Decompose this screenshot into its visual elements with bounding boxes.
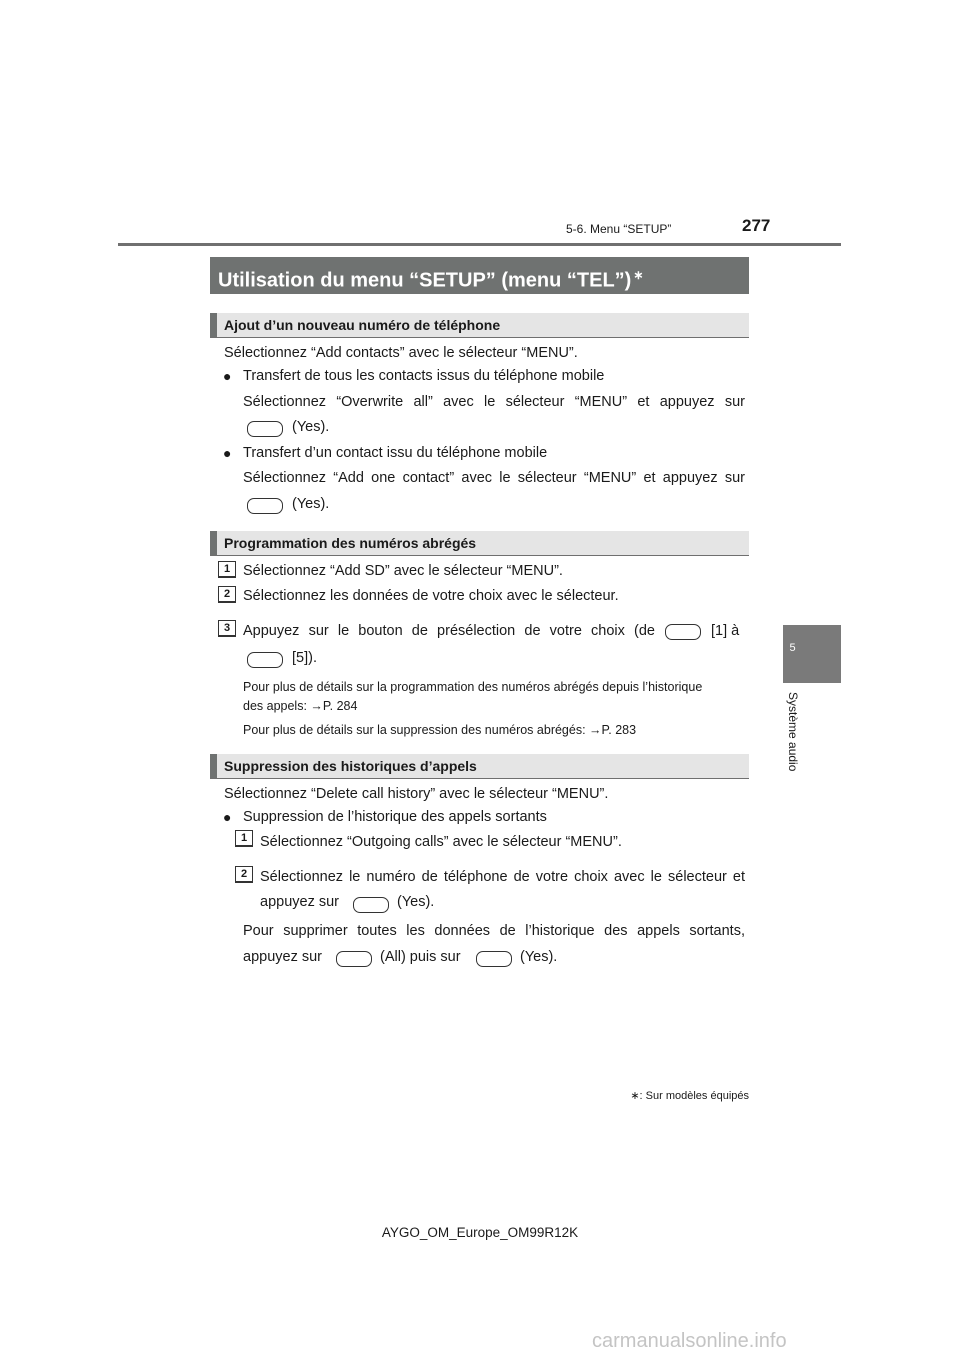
ok-button-icon xyxy=(353,897,389,913)
del-step1: Sélectionnez “Outgoing calls” avec le sélecteur “MENU”. xyxy=(260,834,622,850)
chapter-number: 5 xyxy=(789,642,796,654)
step-number-3: 3 xyxy=(218,620,236,636)
asterisk-mark: ∗ xyxy=(633,268,644,282)
heading-bar xyxy=(210,313,217,337)
header-section: 5-6. Menu “SETUP” xyxy=(566,222,672,236)
bullet-icon: ● xyxy=(223,809,232,825)
del-all-line1: Pour supprimer toutes les données de l’historique des appels sortants, xyxy=(243,923,745,939)
del-all-c: (Yes). xyxy=(520,949,558,965)
del-all-a: appuyez sur xyxy=(243,949,322,965)
del-all-b: (All) puis sur xyxy=(380,949,461,965)
all-button-icon xyxy=(336,951,372,967)
add-bullet1-line2: (Yes). xyxy=(292,419,330,435)
step-underline xyxy=(218,636,236,637)
heading-bar xyxy=(210,531,217,555)
step-underline xyxy=(235,882,253,883)
ok-button-icon xyxy=(247,421,283,437)
del-intro: Sélectionnez “Delete call history” avec le sélecteur “MENU”. xyxy=(224,786,609,802)
ok-button-icon xyxy=(476,951,512,967)
document-footer: AYGO_OM_Europe_OM99R12K xyxy=(381,1225,579,1240)
step-underline xyxy=(218,602,236,603)
section-heading-add xyxy=(210,313,749,338)
ok-button-icon xyxy=(247,498,283,514)
del-step2-b: (Yes). xyxy=(397,894,435,910)
step-number-1: 1 xyxy=(218,561,236,577)
speed-note2: Pour plus de détails sur la suppression des numéros abrégés: →P. 283 xyxy=(243,723,637,737)
heading-bar xyxy=(210,754,217,778)
section-heading-speed-dial xyxy=(210,531,749,556)
del-bullet1-title: Suppression de l’historique des appels sortants xyxy=(243,809,547,825)
watermark: carmanualsonline.info xyxy=(592,1330,787,1352)
main-title xyxy=(210,257,749,294)
bullet-icon: ● xyxy=(223,445,232,461)
section-heading-delete xyxy=(210,754,749,779)
add-bullet2-title: Transfert d’un contact issu du téléphone mobile xyxy=(243,445,548,461)
chapter-tab xyxy=(783,625,841,683)
speed-step3-b: [1] à xyxy=(711,623,740,639)
del-step2-line1: Sélectionnez le numéro de téléphone de votre choix avec le sélecteur et xyxy=(260,869,745,885)
speed-note1-b: des appels: →P. 284 xyxy=(243,699,358,713)
add-bullet2-line2: (Yes). xyxy=(292,496,330,512)
del-step2-a: appuyez sur xyxy=(260,894,339,910)
speed-step3-c: [5]). xyxy=(292,650,317,666)
header-rule xyxy=(118,243,841,246)
page-number: 277 xyxy=(742,216,771,235)
step-number-2: 2 xyxy=(235,866,253,882)
footnote xyxy=(610,1089,749,1102)
add-intro: Sélectionnez “Add contacts” avec le sélecteur “MENU”. xyxy=(224,345,578,361)
step-number-1: 1 xyxy=(235,830,253,846)
speed-step3-a: Appuyez sur le bouton de présélection de votre choix (de xyxy=(243,623,655,639)
speed-step2: Sélectionnez les données de votre choix avec le sélecteur. xyxy=(243,588,619,604)
step-underline xyxy=(218,577,236,578)
chapter-label: Système audio xyxy=(786,692,800,772)
step-number-2: 2 xyxy=(218,586,236,602)
footnote-mark: ∗ xyxy=(630,1090,640,1102)
bullet-icon: ● xyxy=(223,368,232,384)
main-title-text: Utilisation du menu “SETUP” (menu “TEL”) xyxy=(218,269,632,292)
step-underline xyxy=(235,846,253,847)
preset-button-icon xyxy=(247,652,283,668)
add-bullet1-title: Transfert de tous les contacts issus du téléphone mobile xyxy=(243,368,605,384)
heading-text: Suppression des historiques d’appels xyxy=(224,758,477,774)
heading-text: Ajout d’un nouveau numéro de téléphone xyxy=(224,317,501,333)
preset-button-icon xyxy=(665,624,701,640)
footnote-text: : Sur modèles équipés xyxy=(639,1090,749,1102)
add-bullet1-line1: Sélectionnez “Overwrite all” avec le sélecteur “MENU” et appuyez sur xyxy=(243,394,745,410)
heading-text: Programmation des numéros abrégés xyxy=(224,535,477,551)
speed-step1: Sélectionnez “Add SD” avec le sélecteur “MENU”. xyxy=(243,563,563,579)
speed-note1-a: Pour plus de détails sur la programmation des numéros abrégés depuis l’historique xyxy=(243,680,703,694)
add-bullet2-line1: Sélectionnez “Add one contact” avec le sélecteur “MENU” et appuyez sur xyxy=(243,470,745,486)
